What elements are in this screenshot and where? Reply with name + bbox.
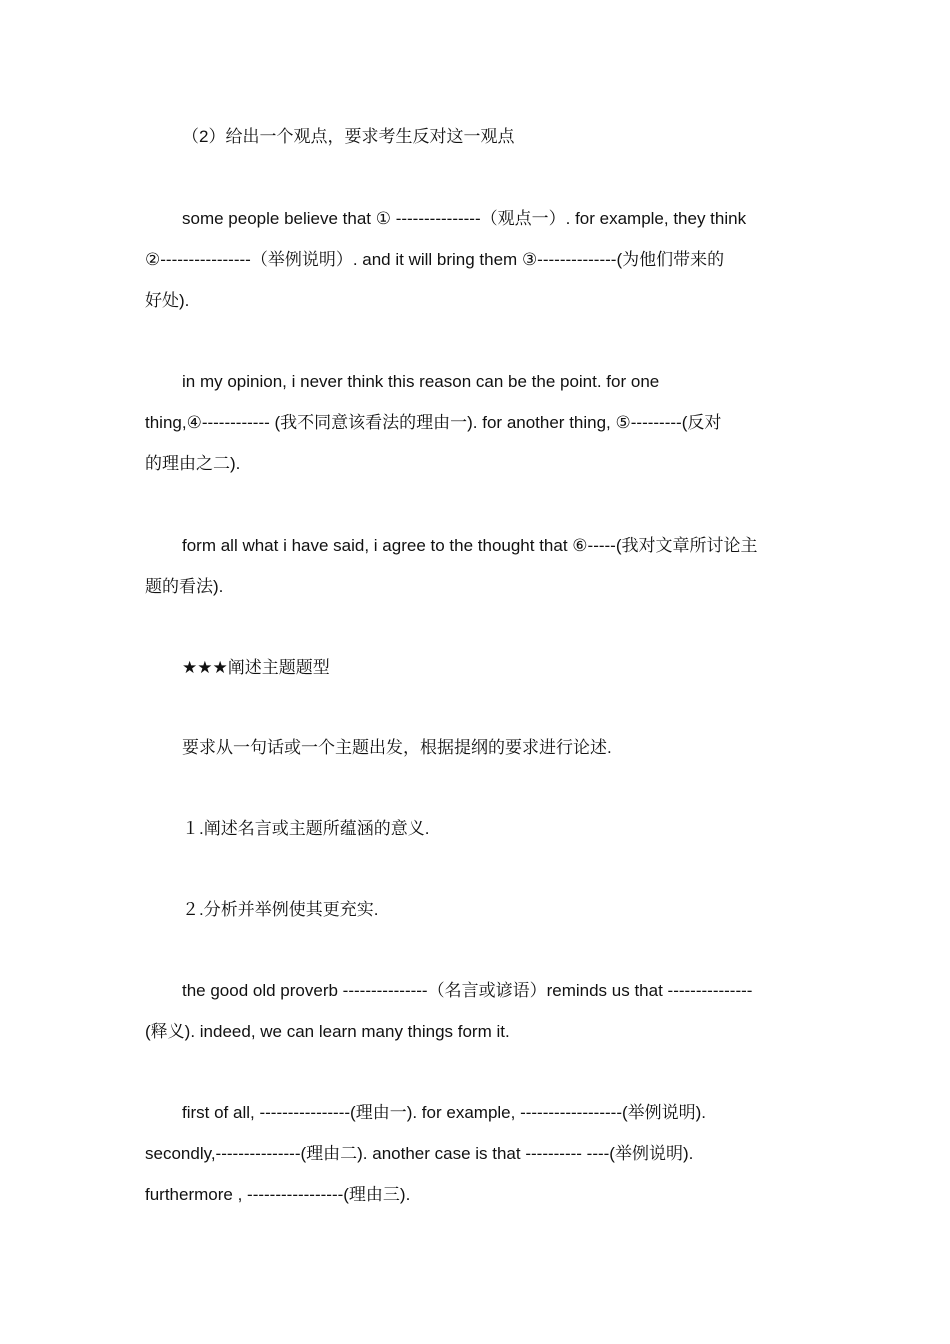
paragraph-counter-opinion xyxy=(145,361,807,484)
requirement-text xyxy=(145,727,807,768)
paragraph-line: thing,④------------ (我不同意该看法的理由一). for another thing, ⑤---------(反对 xyxy=(145,413,722,432)
paragraph-line: first of all, ----------------(理由一). for example, ------------------(举例说明). xyxy=(182,1103,707,1122)
step-two-line: ２.分析并举例使其更充实. xyxy=(182,900,379,919)
paragraph-line: ②----------------（举例说明）. and it will bring them ③--------------(为他们带来的 xyxy=(145,250,725,269)
paragraph-proverb-template xyxy=(145,970,807,1052)
paragraph-line: some people believe that ① ---------------（观点一）. for example, they think xyxy=(182,209,747,228)
paragraph-line: 好处). xyxy=(145,291,190,310)
step-one-line: １.阐述名言或主题所蕴涵的意义. xyxy=(182,819,430,838)
paragraph-line: the good old proverb ---------------（名言或谚语）reminds us that --------------- xyxy=(182,981,753,1000)
paragraph-line: 题的看法). xyxy=(145,577,224,596)
topic-heading-text: ★★★阐述主题题型 xyxy=(182,658,330,677)
section-heading xyxy=(145,116,807,157)
paragraph-line: secondly,---------------(理由二). another case is that ---------- ----(举例说明). xyxy=(145,1144,694,1163)
topic-heading xyxy=(145,647,807,688)
paragraph-conclusion xyxy=(145,525,807,607)
paragraph-line: form all what i have said, i agree to the thought that ⑥-----(我对文章所讨论主 xyxy=(182,536,758,555)
paragraph-reasons-template xyxy=(145,1092,807,1215)
section-heading-text: （2）给出一个观点，要求考生反对这一观点 xyxy=(182,127,515,146)
paragraph-line: (释义). indeed, we can learn many things form it. xyxy=(145,1022,510,1041)
paragraph-line: furthermore , -----------------(理由三). xyxy=(145,1185,411,1204)
paragraph-line: in my opinion, i never think this reason can be the point. for one xyxy=(182,372,660,391)
requirement-line: 要求从一句话或一个主题出发，根据提纲的要求进行论述. xyxy=(182,738,612,757)
step-two xyxy=(145,889,807,930)
paragraph-line: 的理由之二). xyxy=(145,454,241,473)
paragraph-opinion-template xyxy=(145,198,807,321)
step-one xyxy=(145,808,807,849)
